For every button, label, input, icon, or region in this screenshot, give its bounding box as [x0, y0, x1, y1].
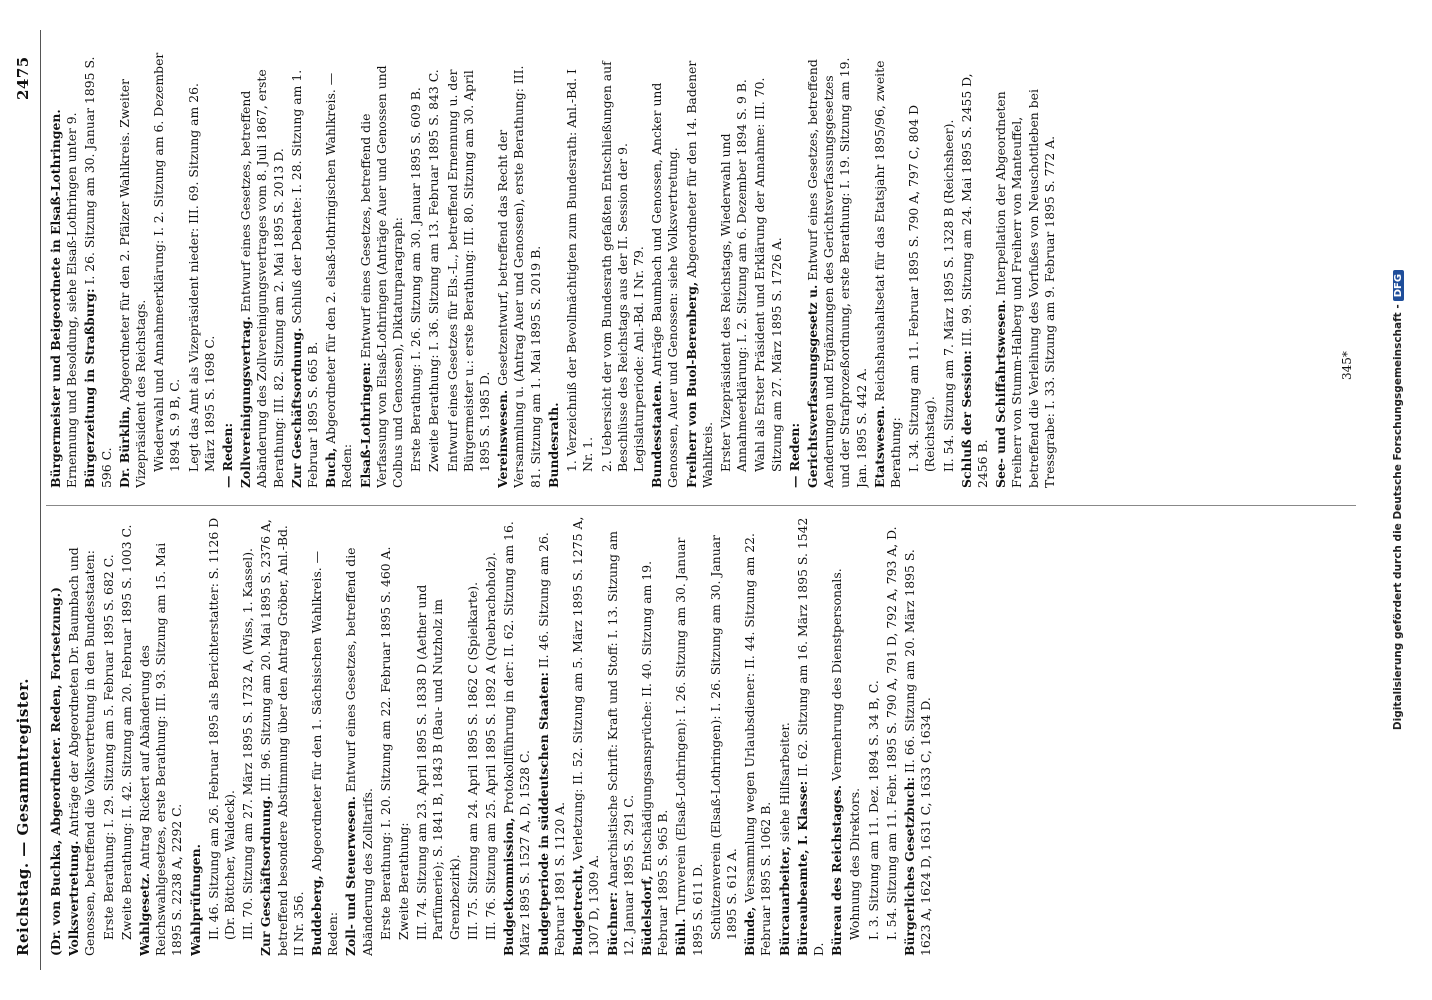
entry-text: Reichshaushaltsetat für das Etatsjahr 1895/96, zweite Berathung: [871, 60, 903, 488]
entry-text: Wiederwahl und Annahmeerklärung: I. 2. Sitzung am 6. Dezember 1894 S. 9 B, C. [151, 52, 183, 472]
entry-heading: Bühl. [673, 918, 689, 956]
register-entry [570, 516, 602, 956]
entry-text: III. 99. Sitzung am 24. Mai 1895 S. 2455 D, 2456 B. [958, 73, 990, 488]
entry-heading: Bürgermeister und Beigeordnete in Elsaß-Lothringen. [48, 109, 63, 488]
entry-text: siehe Hilfsarbeiter. [776, 722, 792, 843]
entry-text: Antrag Rickert auf Abänderung des Reichswahlgesetzes, erste Berathung: III. 93. Sitzung am 15. Mai 1895 S. 2238 A, 2292 C. [137, 542, 185, 956]
register-entry [66, 516, 98, 956]
entry-text: Zweite Berathung: I. 36. Sitzung am 13. Februar 1895 S. 843 C. [426, 69, 442, 472]
entry-text: I. 54. Sitzung am 11. Febr. 1895 S. 790 A, 791 D, 792 A, 793 A, D. [883, 526, 899, 940]
register-entry [902, 516, 934, 956]
entry-heading: Büdelsdorf, [638, 875, 654, 956]
register-entry [684, 48, 716, 488]
register-entry [649, 48, 681, 488]
entry-text: Gesetzentwurf, betreffend das Recht der Versammlung u. (Antrag Auer und Genossen), erste Berathung: III. 81. Sitzung am 1. Mai 1895 S. 2019 B. [495, 65, 543, 488]
entry-heading: Dr. Bürklin, [116, 405, 132, 488]
entry-text: Entwurf eines Gesetzes, betreffend die Abänderung des Zolltarifs. [343, 547, 375, 956]
entry-heading: Büchner: [604, 891, 620, 956]
entry-text: Zweite Berathung: [396, 822, 412, 940]
register-entry [445, 48, 494, 488]
entry-heading: — Reden: [786, 422, 802, 488]
register-entry [708, 516, 740, 956]
entry-heading: Budgetkommission, [501, 817, 517, 956]
entry-heading: Elsaß-Lothringen: [357, 362, 373, 488]
entry-heading: Bünde, [742, 906, 758, 956]
entry-text: II. 54. Sitzung am 7. März 1895 S. 1328 B (Reichsheer). [940, 119, 956, 472]
entry-text: III. 70. Sitzung am 27. März 1895 S. 1732 A, (Wiss, 1. Kassel). [240, 548, 256, 940]
entry-text: Turnverein (Elsaß-Lothringen): I. 26. Sitzung am 30. Januar 1895 S. 611 D. [673, 537, 705, 956]
digitization-credit [1392, 0, 1404, 1000]
entry-text: Entwurf eines Gesetzes, betreffend Aenderungen und Ergänzungen des Gerichtsverfassungsgesetzes und der Strafprozeßordnung, erste Berathung: I. 19. Sitzung am 19. Jan. 1895 S. 442 A. [804, 57, 869, 488]
entry-text: Schützenverein (Elsaß-Lothringen): I. 26. Sitzung am 30. Januar 1895 S. 612 A. [707, 535, 739, 940]
entry-text: Legt das Amt als Vizepräsident nieder: III. 69. Sitzung am 26. März 1895 S. 1698 C. [185, 83, 217, 472]
entry-heading: Wahlgesetz. [137, 872, 153, 956]
register-entry [787, 48, 803, 488]
entry-heading: Wahlprüfungen. [187, 844, 203, 956]
register-entry [240, 516, 256, 956]
register-entry [309, 516, 341, 956]
register-entry [117, 48, 149, 488]
register-entry [48, 516, 64, 956]
running-header: Reichstag. — Gesammtregister. [14, 678, 32, 956]
register-entry [866, 516, 882, 956]
right-column [48, 48, 1358, 488]
entry-text: Anträge Baumbach und Genossen, Ancker und Genossen, Auer und Genossen: siehe Volksvertretung. [649, 82, 681, 488]
entry-text: Entschädigungsansprüche: II. 40. Sitzung am 19. Februar 1895 S. 965 B. [638, 560, 671, 956]
entry-heading: Bundesrath. [545, 402, 561, 488]
register-entry [414, 516, 463, 956]
entry-heading: Buddeberg, [309, 875, 325, 956]
register-entry [343, 516, 375, 956]
register-entry [495, 48, 544, 488]
entry-text: Entwurf eines Gesetzes, betreffend die Verfassung von Elsaß-Lothringen (Anträge Auer und Genossen und Colbus und Genossen), Diktaturparagraph: [357, 65, 406, 488]
entry-text: Ernennung und Besoldung, siehe Elsaß-Lothringen unter 9. [64, 112, 80, 488]
entry-heading: Zur Geschäftsordnung. [258, 795, 274, 956]
entry-text: 1. Verzeichniß der Bevollmächtigten zum Bundesrath: Anl.-Bd. I Nr. 1. [564, 69, 596, 472]
register-entry [536, 516, 568, 956]
entry-text: III. 76. Sitzung am 25. April 1895 S. 1892 A (Quebrachoholz). [483, 552, 499, 940]
register-entry [959, 48, 991, 488]
entry-heading: — Reden: [220, 422, 236, 488]
entry-text: Abgeordneter für den 2. Pfälzer Wahlkreis. Zweiter Vizepräsident des Reichstags. [116, 78, 149, 488]
register-entry [752, 48, 784, 488]
entry-text: II. 46. Sitzung am 26. Februar 1891 S. 1120 A. [535, 532, 567, 956]
entry-text: Abgeordneter für den 1. Sächsischen Wahlkreis. — Reden: [309, 550, 341, 956]
entry-heading: Büreau des Reichstages. [829, 784, 845, 956]
entry-heading: Zoll- und Steuerwesen. [343, 796, 359, 956]
dfg-logo: DFG [1393, 270, 1404, 301]
register-entry [258, 516, 307, 956]
entry-text: II. 62. Sitzung am 16. März 1895 S. 1542 D. [794, 517, 826, 956]
entry-heading: Etatswesen. [871, 405, 887, 488]
entry-heading: Zollvereinigungsvertrag. [238, 316, 254, 488]
page-number: 2475 [14, 56, 32, 100]
entry-text: Schluß der Debatte: I. 28. Sitzung am 1. Februar 1895 S. 665 B. [288, 69, 321, 488]
register-entry [805, 48, 870, 488]
register-entry [220, 48, 236, 488]
entry-text: Verletzung: II. 52. Sitzung am 5. März 1895 S. 1275 A, 1307 D, 1309 A. [570, 516, 602, 956]
register-entry [323, 48, 355, 488]
register-entry [673, 516, 705, 956]
entry-heading: (Dr. von Buchka, Abgeordneter. Reden, Fortsetzung.) [48, 587, 63, 956]
register-entry [426, 48, 442, 488]
entry-heading: Budgetrecht, [570, 864, 586, 956]
entry-text: III. 96. Sitzung am 20. Mai 1895 S. 2376 A, betreffend besondere Abstimmung über den Antrag Gröber, Anl.-Bd. II Nr. 356. [258, 519, 306, 956]
register-entry [501, 516, 533, 956]
entry-text: Wahl als Erster Präsident und Erklärung der Annahme: III. 70. Sitzung am 27. März 1895 S. 1726 A. [752, 77, 784, 472]
entry-heading: Buch, [323, 447, 339, 488]
register-entry [186, 48, 218, 488]
entry-text: I. 26. Sitzung am 30. Januar 1895 S. 596 C. [82, 56, 114, 488]
register-entry [396, 516, 412, 956]
register-entry [465, 516, 481, 956]
register-entry [847, 516, 863, 956]
entry-heading: Zur Geschäftsordnung. [288, 327, 304, 488]
register-entry [599, 48, 648, 488]
register-entry [137, 516, 186, 956]
column-divider [46, 505, 1356, 506]
entry-heading: Freiherr von Buol-Berenberg, [683, 281, 699, 488]
entry-text: III. 74. Sitzung am 23. April 1895 S. 1838 D (Aether und Parfümerie); S. 1841 B, 1843 B (Bau- und Nutzholz im Grenzbezirk). [414, 584, 462, 940]
entry-text: Protokollführung in der: II. 62. Sitzung am 16. März 1895 S. 1527 A, D, 1528 C. [501, 521, 533, 956]
entry-heading: Budgetperiode in süddeutschen Staaten: [535, 672, 551, 956]
left-column [48, 516, 1358, 956]
register-entry [564, 48, 596, 488]
register-entry [238, 48, 287, 488]
entry-text: Anträge der Abgeordneten Dr. Baumbach und Genossen, betreffend die Volksvertretung in den Bundesstaaten: [66, 547, 98, 956]
register-entry [718, 48, 750, 488]
register-entry [795, 516, 827, 956]
entry-text: Erste Berathung: I. 29. Sitzung am 5. Februar 1895 S. 682 C. [100, 554, 116, 940]
register-entry [206, 516, 238, 956]
entry-heading: Bürgerliches Gesetzbuch: [901, 776, 917, 956]
entry-text: I. 3. Sitzung am 11. Dez. 1894 S. 34 B, C. [865, 680, 881, 940]
entry-heading: Gerichtsverfassungsgesetz u. [804, 284, 820, 488]
register-entry [777, 516, 793, 956]
register-entry [101, 516, 117, 956]
entry-heading: Bundesstaaten. [649, 380, 665, 488]
register-entry [993, 48, 1058, 488]
entry-text: Anarchistische Schrift: Kraft und Stoff: I. 13. Sitzung am 12. Januar 1895 S. 291 C. [604, 530, 636, 956]
register-entry [906, 48, 938, 488]
register-entry [188, 516, 204, 956]
footnote: 345* [1340, 351, 1354, 380]
credit-text: Digitalisierung gefördert durch die Deutsche Forschungsgemeinschaft - [1392, 304, 1404, 731]
entry-text: 2. Uebersicht der vom Bundesrath gefaßten Entschließungen auf Beschlüsse des Reichstags aus der II. Session der 9. Legislaturperiode: Anl.-Bd. I Nr. 79. [598, 61, 646, 472]
entry-heading: Bürgerzeitung in Straßburg: [82, 288, 98, 488]
entry-text: I. 34. Sitzung am 11. Februar 1895 S. 790 A, 797 C, 804 D (Reichstag). [906, 104, 938, 472]
register-entry [119, 516, 135, 956]
entry-text: Erster Vizepräsident des Reichstags, Wiederwahl und Annahmeerklärung: I. 2. Sitzung am 6. Dezember 1894 S. 9 B. [717, 79, 750, 472]
entry-text: Zweite Berathung: II. 42. Sitzung am 20. Februar 1895 S. 1003 C. [118, 524, 134, 940]
entry-heading: Schluß der Session: [958, 350, 974, 488]
entry-heading: See- und Schiffahrtswesen. [993, 299, 1009, 488]
entry-heading: Volksvertretung. [66, 840, 82, 956]
register-entry [829, 516, 845, 956]
entry-text: Vermehrung des Dienstpersonals. [829, 568, 845, 781]
entry-text: Erste Berathung: I. 26. Sitzung am 30. Januar 1895 S. 609 B. [408, 87, 424, 472]
entry-text: Abgeordneter für den 2. elsaß-lothringischen Wahlkreis. — Reden: [323, 72, 355, 488]
register-entry [872, 48, 904, 488]
entry-heading: Vereinswesen. [495, 389, 511, 488]
entry-text: II. 66. Sitzung am 20. März 1895 S. 1623 A, 1624 D, 1631 C, 1633 C, 1634 D. [901, 549, 934, 956]
entry-heading: Büreaubeamte, I. Klasse: [794, 780, 810, 956]
register-entry [605, 516, 637, 956]
register-entry [639, 516, 671, 956]
entry-text: Abgeordneter für den 14. Badener Wahlkreis. [683, 60, 715, 488]
entry-text: II. 46. Sitzung am 26. Februar 1895 als Berichterstatter: S. 1126 D (Dr. Böttcher, Waldeck). [205, 517, 238, 940]
header-rule [40, 30, 41, 970]
entry-text: Interpellation der Abgeordneten Freiherr von Stumm-Halberg und Freiherr von Manteuffel, betreffend die Verleihung des Vorfußes von Neuschottleben bei Tressgrabe: I. 33. Sitzung am 9. Februar 1895 S. 772 A. [993, 89, 1057, 488]
entry-text: Entwurf eines Gesetzes für Els.-L., betreffend Ernennung u. der Bürgermeister u.: erste Berathung: III. 80. Sitzung am 30. April 1895 S. 1985 D. [444, 69, 493, 472]
register-entry [82, 48, 114, 488]
entry-text: III. 75. Sitzung am 24. April 1895 S. 1862 C (Spielkarte). [464, 581, 480, 940]
register-entry [358, 48, 407, 488]
register-entry [742, 516, 774, 956]
register-entry [151, 48, 183, 488]
register-entry [378, 516, 394, 956]
register-entry [408, 48, 424, 488]
entry-text: Versammlung wegen Urlaubsdiener: II. 44. Sitzung am 22. Februar 1895 S. 1062 B. [742, 533, 774, 956]
register-entry [289, 48, 321, 488]
register-entry [546, 48, 562, 488]
register-entry [884, 516, 900, 956]
register-entry [48, 48, 80, 488]
entry-text: Wohnung des Direktors. [847, 787, 863, 940]
entry-text: Erste Berathung: I. 20. Sitzung am 22. Februar 1895 S. 460 A. [377, 546, 393, 940]
entry-heading: Bürcauarbeiter, [776, 846, 792, 956]
register-entry [941, 48, 957, 488]
register-entry [483, 516, 499, 956]
entry-text: Entwurf eines Gesetzes, betreffend Abänderung des Zollvereinigungsvertrages vom 8. Juli 1867, erste Berathung: III. 82. Sitzung am 2. Mai 1895 S. 2013 D. [238, 69, 286, 488]
